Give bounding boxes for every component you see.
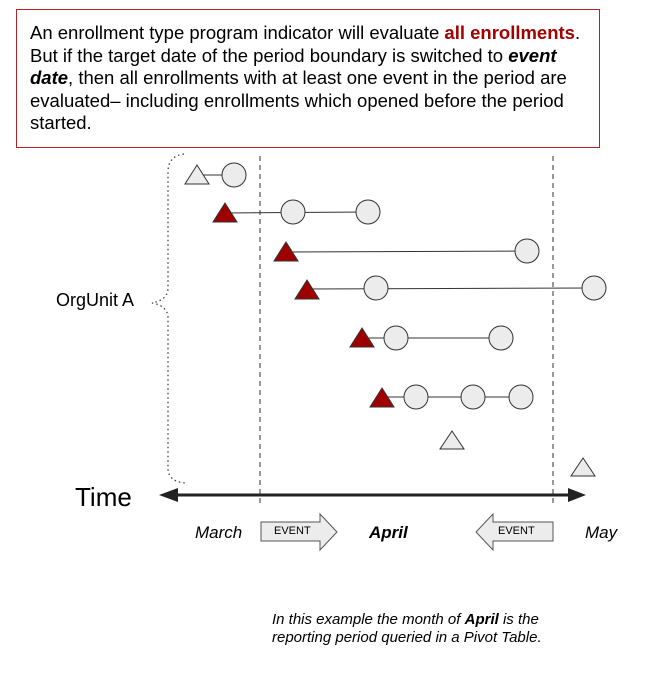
orgunit-label: OrgUnit A [56, 290, 135, 310]
event-arrow-right-label: EVENT [498, 525, 535, 537]
caption-text-1: In this example the month of [272, 611, 465, 628]
enrollment-4-event-2-circle-icon [582, 276, 606, 300]
enrollment-5-event-2-circle-icon [489, 326, 513, 350]
enrollment-6-event-3-circle-icon [509, 385, 533, 409]
enrollment-4-triangle-icon [295, 280, 319, 299]
time-axis-label: Time [75, 482, 132, 512]
event-arrow-left-label: EVENT [274, 525, 311, 537]
enrollment-4-event-1-circle-icon [364, 276, 388, 300]
note-emphasis-event-date: event date [30, 44, 557, 88]
enrollment-6-event-1-circle-icon [404, 385, 428, 409]
enrollment-3-line [286, 251, 527, 252]
month-label-may: May [585, 523, 618, 542]
time-axis-left-arrowhead-icon [159, 488, 178, 502]
time-axis-right-arrowhead-icon [568, 488, 586, 502]
orgunit-brace [152, 154, 186, 483]
caption-emphasis-april: April [464, 611, 499, 628]
enrollment-1-event-1-circle-icon [222, 163, 246, 187]
enrollment-4-line [307, 288, 594, 289]
month-label-april: April [369, 523, 408, 542]
enrollment-5-event-1-circle-icon [384, 326, 408, 350]
caption-text-3: reporting period queried in a Pivot Table. [272, 628, 542, 646]
enrollment-7-triangle-icon [440, 431, 464, 449]
enrollment-8-triangle-icon [571, 458, 595, 476]
enrollment-6-event-2-circle-icon [461, 385, 485, 409]
note-text-1: An enrollment type program indicator will evaluate [30, 22, 445, 43]
caption-text-2: is the [498, 611, 539, 628]
caption [272, 611, 542, 646]
enrollment-3-event-1-circle-icon [515, 239, 539, 263]
enrollment-2-event-2-circle-icon [356, 200, 380, 224]
month-label-march: March [195, 523, 243, 542]
enrollment-2-event-1-circle-icon [281, 200, 305, 224]
note-text-3: , then all enrollments with at least one event in the period are evaluated– including enrollments which opened before the period started. [30, 67, 567, 133]
note-text-2: . But if the target date of the period boundary is switched to [30, 22, 581, 66]
note-highlight-all-enrollments: all enrollments [444, 22, 575, 43]
